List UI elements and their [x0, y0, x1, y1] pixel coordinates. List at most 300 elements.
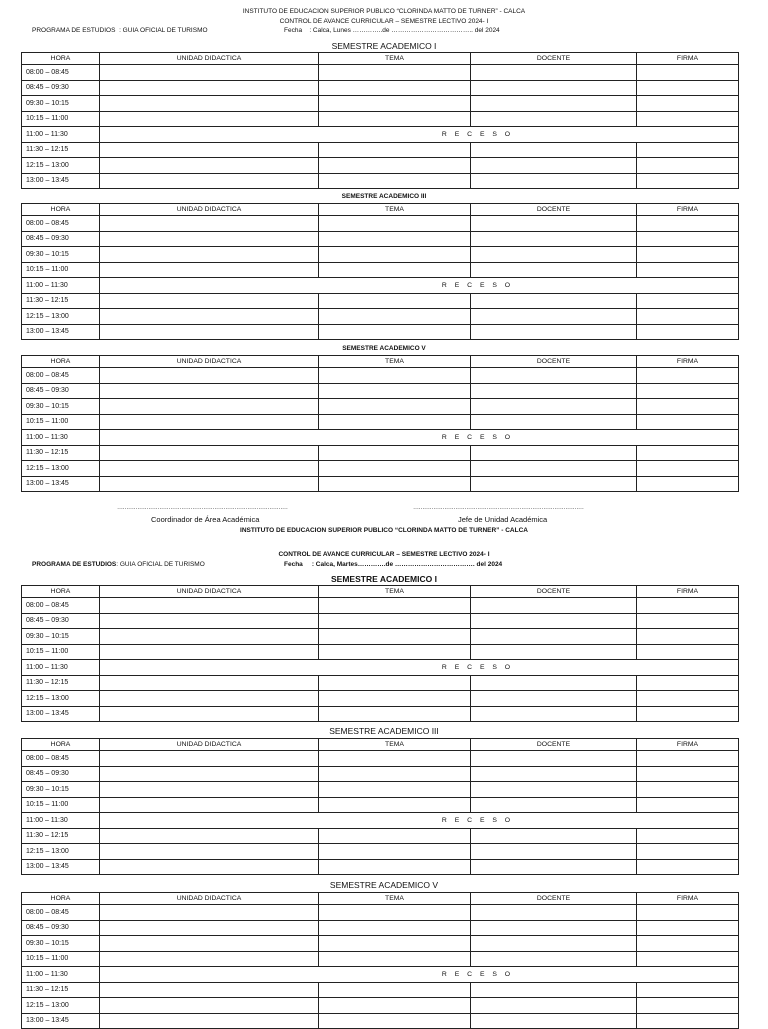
unidad-didactica-cell[interactable] — [100, 1013, 319, 1029]
hour-cell: 11:30 – 12:15 — [22, 142, 100, 158]
table-row — [22, 751, 739, 767]
hour-cell: 10:15 – 11:00 — [22, 414, 100, 430]
table-row — [22, 706, 739, 722]
tema-cell[interactable] — [319, 293, 471, 309]
docente-header: DOCENTE — [471, 586, 637, 598]
recess-label: R E C E S O — [319, 127, 637, 143]
tema-cell[interactable] — [319, 982, 471, 998]
unidad-didactica-cell[interactable] — [100, 905, 319, 921]
table-row — [22, 80, 739, 96]
firma-cell[interactable] — [637, 216, 739, 232]
hour-cell: 13:00 – 13:45 — [22, 324, 100, 340]
docente-cell[interactable] — [471, 111, 637, 127]
schedule-table — [21, 585, 739, 722]
fecha-value: : Calca, Martes………….de ………………………………. del 2024 — [311, 561, 503, 568]
tema-cell[interactable] — [319, 111, 471, 127]
programa-label: PROGRAMA DE ESTUDIOS — [32, 561, 117, 568]
firma-cell[interactable] — [637, 383, 739, 399]
firma-cell[interactable] — [637, 262, 739, 278]
tema-cell[interactable] — [319, 797, 471, 813]
unidad-didactica-cell[interactable] — [100, 766, 319, 782]
firma-cell[interactable] — [637, 293, 739, 309]
table-row — [22, 691, 739, 707]
table-row — [22, 383, 739, 399]
tema-cell[interactable] — [319, 476, 471, 492]
hour-cell: 12:15 – 13:00 — [22, 691, 100, 707]
firma-cell[interactable] — [637, 158, 739, 174]
unidad-didactica-cell[interactable] — [100, 247, 319, 263]
firma-cell[interactable] — [637, 844, 739, 860]
docente-cell[interactable] — [471, 309, 637, 325]
tema-header: TEMA — [319, 53, 471, 65]
programa-line — [32, 27, 208, 35]
schedule-table — [21, 355, 739, 492]
docente-cell[interactable] — [471, 445, 637, 461]
hour-cell: 12:15 – 13:00 — [22, 461, 100, 477]
docente-header: DOCENTE — [471, 893, 637, 905]
firma-cell[interactable] — [637, 461, 739, 477]
tema-cell[interactable] — [319, 844, 471, 860]
schedule-table — [21, 738, 739, 875]
hour-cell: 08:45 – 09:30 — [22, 613, 100, 629]
docente-cell[interactable] — [471, 998, 637, 1014]
hora-header: HORA — [22, 204, 100, 216]
table-row — [22, 675, 739, 691]
programa-value: : GUIA OFICIAL DE TURISMO — [119, 27, 208, 34]
docente-cell[interactable] — [471, 982, 637, 998]
firma-cell[interactable] — [637, 905, 739, 921]
unidad-didactica-cell[interactable] — [100, 598, 319, 614]
tema-cell[interactable] — [319, 782, 471, 798]
table-row — [22, 324, 739, 340]
docente-cell[interactable] — [471, 751, 637, 767]
unidad-didactica-cell[interactable] — [100, 998, 319, 1014]
firma-cell[interactable] — [637, 414, 739, 430]
firma-cell[interactable] — [637, 828, 739, 844]
hour-cell: 12:15 – 13:00 — [22, 844, 100, 860]
tema-cell[interactable] — [319, 247, 471, 263]
docente-cell[interactable] — [471, 936, 637, 952]
tema-cell[interactable] — [319, 629, 471, 645]
docente-cell[interactable] — [471, 951, 637, 967]
table-row — [22, 998, 739, 1014]
docente-cell[interactable] — [471, 461, 637, 477]
table-row — [22, 936, 739, 952]
hour-cell: 11:00 – 11:30 — [22, 127, 100, 143]
tema-cell[interactable] — [319, 173, 471, 189]
docente-cell[interactable] — [471, 644, 637, 660]
table-row — [22, 231, 739, 247]
unidad-didactica-cell[interactable] — [100, 96, 319, 112]
firma-cell[interactable] — [637, 675, 739, 691]
recess-cell — [100, 430, 319, 446]
hour-cell: 08:00 – 08:45 — [22, 368, 100, 384]
unidad-didactica-cell[interactable] — [100, 309, 319, 325]
tema-cell[interactable] — [319, 80, 471, 96]
unidad-didactica-cell[interactable] — [100, 293, 319, 309]
table-row — [22, 127, 739, 143]
table-row — [22, 262, 739, 278]
unidad-didactica-cell[interactable] — [100, 828, 319, 844]
semester-title: SEMESTRE ACADEMICO I — [331, 574, 437, 584]
hora-header: HORA — [22, 893, 100, 905]
docente-cell[interactable] — [471, 247, 637, 263]
fecha-line — [284, 27, 500, 35]
unidad-didactica-cell[interactable] — [100, 951, 319, 967]
unidad-didactica-cell[interactable] — [100, 920, 319, 936]
hour-cell: 11:30 – 12:15 — [22, 828, 100, 844]
fecha-label: Fecha — [284, 561, 303, 568]
unidad-didactica-cell[interactable] — [100, 80, 319, 96]
unidad-didactica-cell[interactable] — [100, 706, 319, 722]
tema-cell[interactable] — [319, 706, 471, 722]
table-row — [22, 399, 739, 415]
firma-cell[interactable] — [637, 598, 739, 614]
tema-cell[interactable] — [319, 399, 471, 415]
hour-cell: 08:45 – 09:30 — [22, 231, 100, 247]
unidad-didactica-cell[interactable] — [100, 173, 319, 189]
table-header-row — [22, 356, 739, 368]
firma-cell[interactable] — [637, 936, 739, 952]
firma-cell[interactable] — [637, 399, 739, 415]
tema-header: TEMA — [319, 893, 471, 905]
unidad-didactica-header: UNIDAD DIDACTICA — [100, 53, 319, 65]
unidad-didactica-cell[interactable] — [100, 262, 319, 278]
tema-cell[interactable] — [319, 368, 471, 384]
hour-cell: 13:00 – 13:45 — [22, 1013, 100, 1029]
table-row — [22, 859, 739, 875]
table-row — [22, 951, 739, 967]
recess-label: R E C E S O — [319, 813, 637, 829]
semester-title: SEMESTRE ACADEMICO I — [331, 41, 437, 51]
hour-cell: 10:15 – 11:00 — [22, 797, 100, 813]
hour-cell: 10:15 – 11:00 — [22, 111, 100, 127]
firma-header: FIRMA — [637, 739, 739, 751]
tema-cell[interactable] — [319, 445, 471, 461]
unidad-didactica-cell[interactable] — [100, 399, 319, 415]
institute-title: INSTITUTO DE EDUCACION SUPERIOR PUBLICO “CLORINDA MATTO DE TURNER” - CALCA — [240, 527, 528, 534]
docente-cell[interactable] — [471, 262, 637, 278]
recess-cell — [637, 278, 739, 294]
firma-cell[interactable] — [637, 797, 739, 813]
firma-cell[interactable] — [637, 920, 739, 936]
unidad-didactica-cell[interactable] — [100, 216, 319, 232]
docente-cell[interactable] — [471, 920, 637, 936]
unidad-didactica-cell[interactable] — [100, 368, 319, 384]
recess-label: R E C E S O — [319, 967, 637, 983]
firma-header: FIRMA — [637, 356, 739, 368]
unidad-didactica-cell[interactable] — [100, 383, 319, 399]
table-header-row — [22, 53, 739, 65]
docente-cell[interactable] — [471, 782, 637, 798]
hour-cell: 11:30 – 12:15 — [22, 445, 100, 461]
table-row — [22, 247, 739, 263]
table-row — [22, 660, 739, 676]
firma-cell[interactable] — [637, 613, 739, 629]
table-row — [22, 982, 739, 998]
firma-header: FIRMA — [637, 893, 739, 905]
fecha-line — [284, 561, 502, 569]
docente-cell[interactable] — [471, 613, 637, 629]
docente-cell[interactable] — [471, 1013, 637, 1029]
firma-cell[interactable] — [637, 309, 739, 325]
docente-cell[interactable] — [471, 844, 637, 860]
firma-cell[interactable] — [637, 368, 739, 384]
table-row — [22, 96, 739, 112]
unidad-didactica-cell[interactable] — [100, 324, 319, 340]
unidad-didactica-cell[interactable] — [100, 461, 319, 477]
firma-cell[interactable] — [637, 982, 739, 998]
unidad-didactica-cell[interactable] — [100, 644, 319, 660]
hour-cell: 08:00 – 08:45 — [22, 905, 100, 921]
tema-cell[interactable] — [319, 324, 471, 340]
recess-cell — [100, 127, 319, 143]
hour-cell: 09:30 – 10:15 — [22, 629, 100, 645]
recess-cell — [637, 967, 739, 983]
recess-cell — [100, 660, 319, 676]
docente-cell[interactable] — [471, 706, 637, 722]
coordinador-label: Coordinador de Área Académica — [151, 515, 260, 524]
tema-cell[interactable] — [319, 751, 471, 767]
firma-cell[interactable] — [637, 445, 739, 461]
recess-cell — [637, 660, 739, 676]
tema-header: TEMA — [319, 204, 471, 216]
docente-cell[interactable] — [471, 216, 637, 232]
hour-cell: 13:00 – 13:45 — [22, 173, 100, 189]
docente-cell[interactable] — [471, 797, 637, 813]
hour-cell: 08:00 – 08:45 — [22, 751, 100, 767]
tema-cell[interactable] — [319, 158, 471, 174]
firma-cell[interactable] — [637, 476, 739, 492]
unidad-didactica-cell[interactable] — [100, 476, 319, 492]
firma-cell[interactable] — [637, 96, 739, 112]
table-row — [22, 461, 739, 477]
hour-cell: 09:30 – 10:15 — [22, 247, 100, 263]
unidad-didactica-header: UNIDAD DIDACTICA — [100, 356, 319, 368]
firma-cell[interactable] — [637, 324, 739, 340]
unidad-didactica-cell[interactable] — [100, 691, 319, 707]
hour-cell: 11:00 – 11:30 — [22, 278, 100, 294]
hour-cell: 09:30 – 10:15 — [22, 936, 100, 952]
table-header-row — [22, 893, 739, 905]
table-header-row — [22, 586, 739, 598]
fecha-value: : Calca, Lunes …………..de ……………………………….. del 2024 — [309, 27, 500, 34]
docente-cell[interactable] — [471, 598, 637, 614]
tema-cell[interactable] — [319, 262, 471, 278]
firma-cell[interactable] — [637, 706, 739, 722]
unidad-didactica-cell[interactable] — [100, 629, 319, 645]
hour-cell: 13:00 – 13:45 — [22, 859, 100, 875]
unidad-didactica-cell[interactable] — [100, 982, 319, 998]
unidad-didactica-cell[interactable] — [100, 158, 319, 174]
unidad-didactica-cell[interactable] — [100, 782, 319, 798]
schedule-table — [21, 892, 739, 1029]
firma-cell[interactable] — [637, 80, 739, 96]
tema-cell[interactable] — [319, 920, 471, 936]
firma-cell[interactable] — [637, 691, 739, 707]
tema-cell[interactable] — [319, 828, 471, 844]
hour-cell: 08:45 – 09:30 — [22, 383, 100, 399]
tema-cell[interactable] — [319, 461, 471, 477]
firma-cell[interactable] — [637, 1013, 739, 1029]
hour-cell: 11:00 – 11:30 — [22, 813, 100, 829]
firma-cell[interactable] — [637, 65, 739, 81]
tema-cell[interactable] — [319, 383, 471, 399]
docente-cell[interactable] — [471, 476, 637, 492]
hour-cell: 08:45 – 09:30 — [22, 766, 100, 782]
docente-cell[interactable] — [471, 293, 637, 309]
docente-cell[interactable] — [471, 383, 637, 399]
tema-cell[interactable] — [319, 998, 471, 1014]
unidad-didactica-cell[interactable] — [100, 859, 319, 875]
tema-cell[interactable] — [319, 675, 471, 691]
firma-cell[interactable] — [637, 247, 739, 263]
docente-cell[interactable] — [471, 859, 637, 875]
hora-header: HORA — [22, 739, 100, 751]
hour-cell: 11:00 – 11:30 — [22, 967, 100, 983]
unidad-didactica-cell[interactable] — [100, 936, 319, 952]
hour-cell: 09:30 – 10:15 — [22, 782, 100, 798]
tema-header: TEMA — [319, 586, 471, 598]
unidad-didactica-cell[interactable] — [100, 751, 319, 767]
docente-cell[interactable] — [471, 80, 637, 96]
unidad-didactica-cell[interactable] — [100, 613, 319, 629]
tema-header: TEMA — [319, 739, 471, 751]
recess-cell — [637, 127, 739, 143]
firma-cell[interactable] — [637, 231, 739, 247]
unidad-didactica-cell[interactable] — [100, 142, 319, 158]
tema-cell[interactable] — [319, 766, 471, 782]
hour-cell: 12:15 – 13:00 — [22, 998, 100, 1014]
jefe-label: Jefe de Unidad Académica — [458, 515, 548, 524]
control-title: CONTROL DE AVANCE CURRICULAR – SEMESTRE LECTIVO 2024- I — [279, 18, 489, 25]
tema-cell[interactable] — [319, 65, 471, 81]
docente-cell[interactable] — [471, 629, 637, 645]
docente-cell[interactable] — [471, 65, 637, 81]
schedule-table — [21, 52, 739, 189]
firma-cell[interactable] — [637, 998, 739, 1014]
table-row — [22, 445, 739, 461]
firma-cell[interactable] — [637, 629, 739, 645]
table-row — [22, 173, 739, 189]
recess-label: R E C E S O — [319, 660, 637, 676]
tema-cell[interactable] — [319, 309, 471, 325]
docente-cell[interactable] — [471, 399, 637, 415]
hour-cell: 08:00 – 08:45 — [22, 598, 100, 614]
tema-cell[interactable] — [319, 644, 471, 660]
tema-cell[interactable] — [319, 613, 471, 629]
hora-header: HORA — [22, 586, 100, 598]
tema-cell[interactable] — [319, 951, 471, 967]
unidad-didactica-header: UNIDAD DIDACTICA — [100, 739, 319, 751]
table-row — [22, 967, 739, 983]
table-row — [22, 1013, 739, 1029]
unidad-didactica-cell[interactable] — [100, 675, 319, 691]
unidad-didactica-cell[interactable] — [100, 797, 319, 813]
table-row — [22, 629, 739, 645]
tema-cell[interactable] — [319, 231, 471, 247]
tema-cell[interactable] — [319, 96, 471, 112]
docente-cell[interactable] — [471, 691, 637, 707]
docente-cell[interactable] — [471, 905, 637, 921]
recess-label: R E C E S O — [319, 278, 637, 294]
firma-cell[interactable] — [637, 859, 739, 875]
hour-cell: 10:15 – 11:00 — [22, 951, 100, 967]
signature-line: ………………………………………………………………………………… — [413, 505, 584, 511]
schedule-table — [21, 203, 739, 340]
firma-cell[interactable] — [637, 142, 739, 158]
tema-cell[interactable] — [319, 414, 471, 430]
hour-cell: 10:15 – 11:00 — [22, 262, 100, 278]
hour-cell: 08:00 – 08:45 — [22, 216, 100, 232]
table-row — [22, 278, 739, 294]
table-row — [22, 905, 739, 921]
firma-cell[interactable] — [637, 782, 739, 798]
docente-cell[interactable] — [471, 414, 637, 430]
firma-cell[interactable] — [637, 751, 739, 767]
tema-cell[interactable] — [319, 216, 471, 232]
unidad-didactica-cell[interactable] — [100, 65, 319, 81]
docente-cell[interactable] — [471, 231, 637, 247]
firma-cell[interactable] — [637, 644, 739, 660]
semester-title: SEMESTRE ACADEMICO V — [342, 345, 426, 352]
firma-cell[interactable] — [637, 951, 739, 967]
unidad-didactica-header: UNIDAD DIDACTICA — [100, 204, 319, 216]
docente-cell[interactable] — [471, 675, 637, 691]
table-row — [22, 613, 739, 629]
unidad-didactica-cell[interactable] — [100, 231, 319, 247]
tema-cell[interactable] — [319, 691, 471, 707]
fecha-label: Fecha — [284, 27, 303, 34]
unidad-didactica-cell[interactable] — [100, 111, 319, 127]
table-row — [22, 111, 739, 127]
unidad-didactica-cell[interactable] — [100, 445, 319, 461]
table-row — [22, 368, 739, 384]
recess-cell — [637, 813, 739, 829]
docente-cell[interactable] — [471, 324, 637, 340]
docente-header: DOCENTE — [471, 53, 637, 65]
hour-cell: 12:15 – 13:00 — [22, 158, 100, 174]
firma-cell[interactable] — [637, 111, 739, 127]
tema-cell[interactable] — [319, 859, 471, 875]
firma-cell[interactable] — [637, 766, 739, 782]
docente-cell[interactable] — [471, 766, 637, 782]
hora-header: HORA — [22, 356, 100, 368]
tema-cell[interactable] — [319, 598, 471, 614]
unidad-didactica-header: UNIDAD DIDACTICA — [100, 586, 319, 598]
unidad-didactica-cell[interactable] — [100, 414, 319, 430]
firma-header: FIRMA — [637, 204, 739, 216]
unidad-didactica-cell[interactable] — [100, 844, 319, 860]
docente-cell[interactable] — [471, 142, 637, 158]
tema-cell[interactable] — [319, 905, 471, 921]
docente-cell[interactable] — [471, 96, 637, 112]
firma-cell[interactable] — [637, 173, 739, 189]
tema-cell[interactable] — [319, 1013, 471, 1029]
docente-cell[interactable] — [471, 173, 637, 189]
hour-cell: 13:00 – 13:45 — [22, 476, 100, 492]
docente-cell[interactable] — [471, 368, 637, 384]
table-row — [22, 158, 739, 174]
recess-cell — [637, 430, 739, 446]
docente-cell[interactable] — [471, 828, 637, 844]
table-row — [22, 766, 739, 782]
docente-cell[interactable] — [471, 158, 637, 174]
tema-cell[interactable] — [319, 936, 471, 952]
hour-cell: 13:00 – 13:45 — [22, 706, 100, 722]
table-row — [22, 414, 739, 430]
tema-cell[interactable] — [319, 142, 471, 158]
